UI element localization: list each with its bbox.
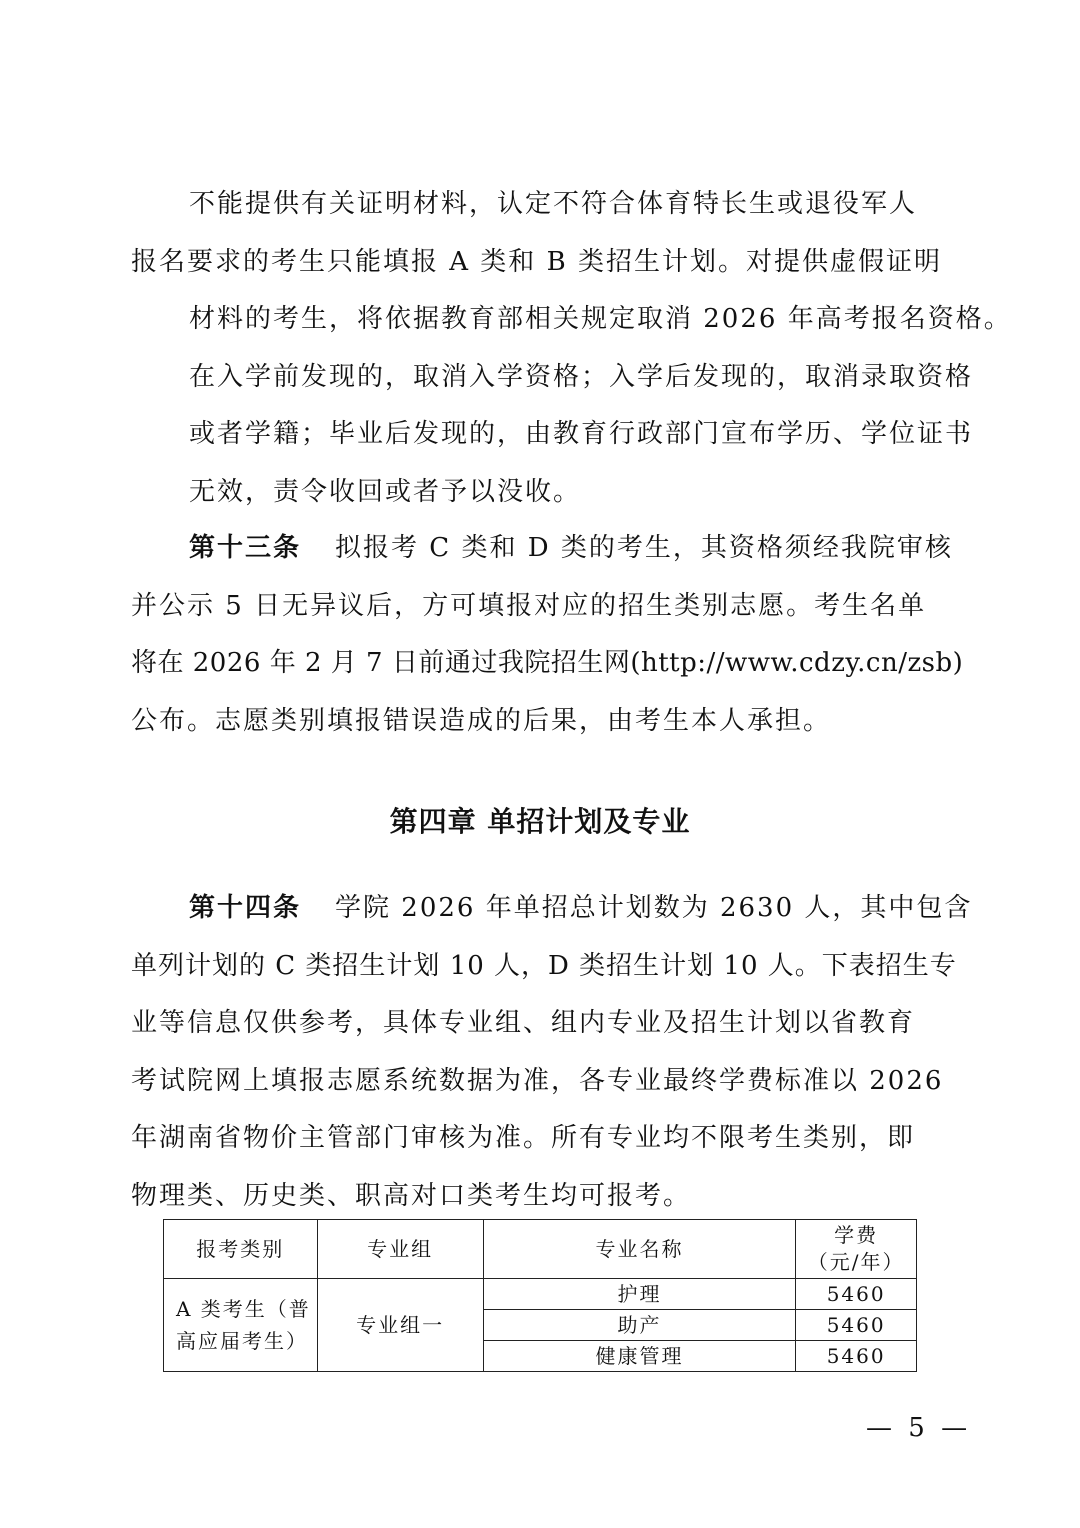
text-line: 在入学前发现的，取消入学资格；入学后发现的，取消录取资格	[189, 361, 974, 392]
fee-cell: 5460	[796, 1341, 917, 1372]
text-line: 考试院网上填报志愿系统数据为准，各专业最终学费标准以 2026	[131, 1065, 944, 1096]
table-row	[164, 1279, 917, 1310]
text-line: 将在 2026 年 2 月 7 日前通过我院招生网(http://www.cdzy.cn/zsb)	[131, 648, 964, 678]
header-major: 专业名称	[483, 1220, 796, 1279]
header-fee	[796, 1220, 917, 1279]
table-header-row	[164, 1220, 917, 1279]
header-fee-line2: （元/年）	[807, 1250, 905, 1274]
fee-table	[163, 1219, 917, 1372]
text-line: 或者学籍；毕业后发现的，由教育行政部门宣布学历、学位证书	[189, 419, 974, 449]
group-cell: 专业组一	[317, 1279, 483, 1372]
category-line1: A 类考生（普	[176, 1297, 311, 1321]
category-line2: 高应届考生）	[176, 1329, 308, 1353]
chapter-title: 第四章 单招计划及专业	[389, 805, 691, 838]
paragraph-article-13	[131, 520, 964, 750]
text-line: 并公示 5 日无异议后，方可填报对应的招生类别志愿。考生名单	[131, 590, 927, 621]
fee-cell: 5460	[796, 1279, 917, 1310]
category-cell	[164, 1279, 318, 1372]
text-line: 拟报考 C 类和 D 类的考生，其资格须经我院审核	[335, 533, 953, 563]
text-line: 材料的考生，将依据教育部相关规定取消 2026 年高考报名资格。	[189, 304, 1012, 334]
page-number: — 5 —	[866, 1413, 972, 1443]
fee-cell: 5460	[796, 1310, 917, 1341]
text-line: 无效，责令收回或者予以没收。	[189, 476, 582, 507]
article-13-number: 第十三条	[189, 533, 302, 563]
text-line: 年湖南省物价主管部门审核为准。所有专业均不限考生类别，即	[131, 1123, 916, 1153]
paragraph-article-14	[131, 880, 973, 1225]
text-line: 不能提供有关证明材料，认定不符合体育特长生或退役军人	[189, 189, 918, 219]
text-line: 报名要求的考生只能填报 A 类和 B 类招生计划。对提供虚假证明	[131, 246, 942, 277]
major-cell: 健康管理	[483, 1341, 796, 1372]
header-fee-line1: 学费	[834, 1223, 879, 1247]
text-line: 单列计划的 C 类招生计划 10 人，D 类招生计划 10 人。下表招生专	[131, 950, 957, 981]
text-line: 学院 2026 年单招总计划数为 2630 人，其中包含	[335, 893, 973, 923]
header-category: 报考类别	[164, 1220, 318, 1279]
header-group: 专业组	[317, 1220, 483, 1279]
text-line: 业等信息仅供参考，具体专业组、组内专业及招生计划以省教育	[131, 1008, 916, 1038]
major-cell: 护理	[483, 1279, 796, 1310]
text-line: 物理类、历史类、职高对口类考生均可报考。	[131, 1180, 692, 1211]
paragraph-verification-rules	[131, 176, 1012, 521]
article-14-number: 第十四条	[189, 893, 302, 923]
text-line: 公布。志愿类别填报错误造成的后果，由考生本人承担。	[131, 705, 832, 736]
major-cell: 助产	[483, 1310, 796, 1341]
